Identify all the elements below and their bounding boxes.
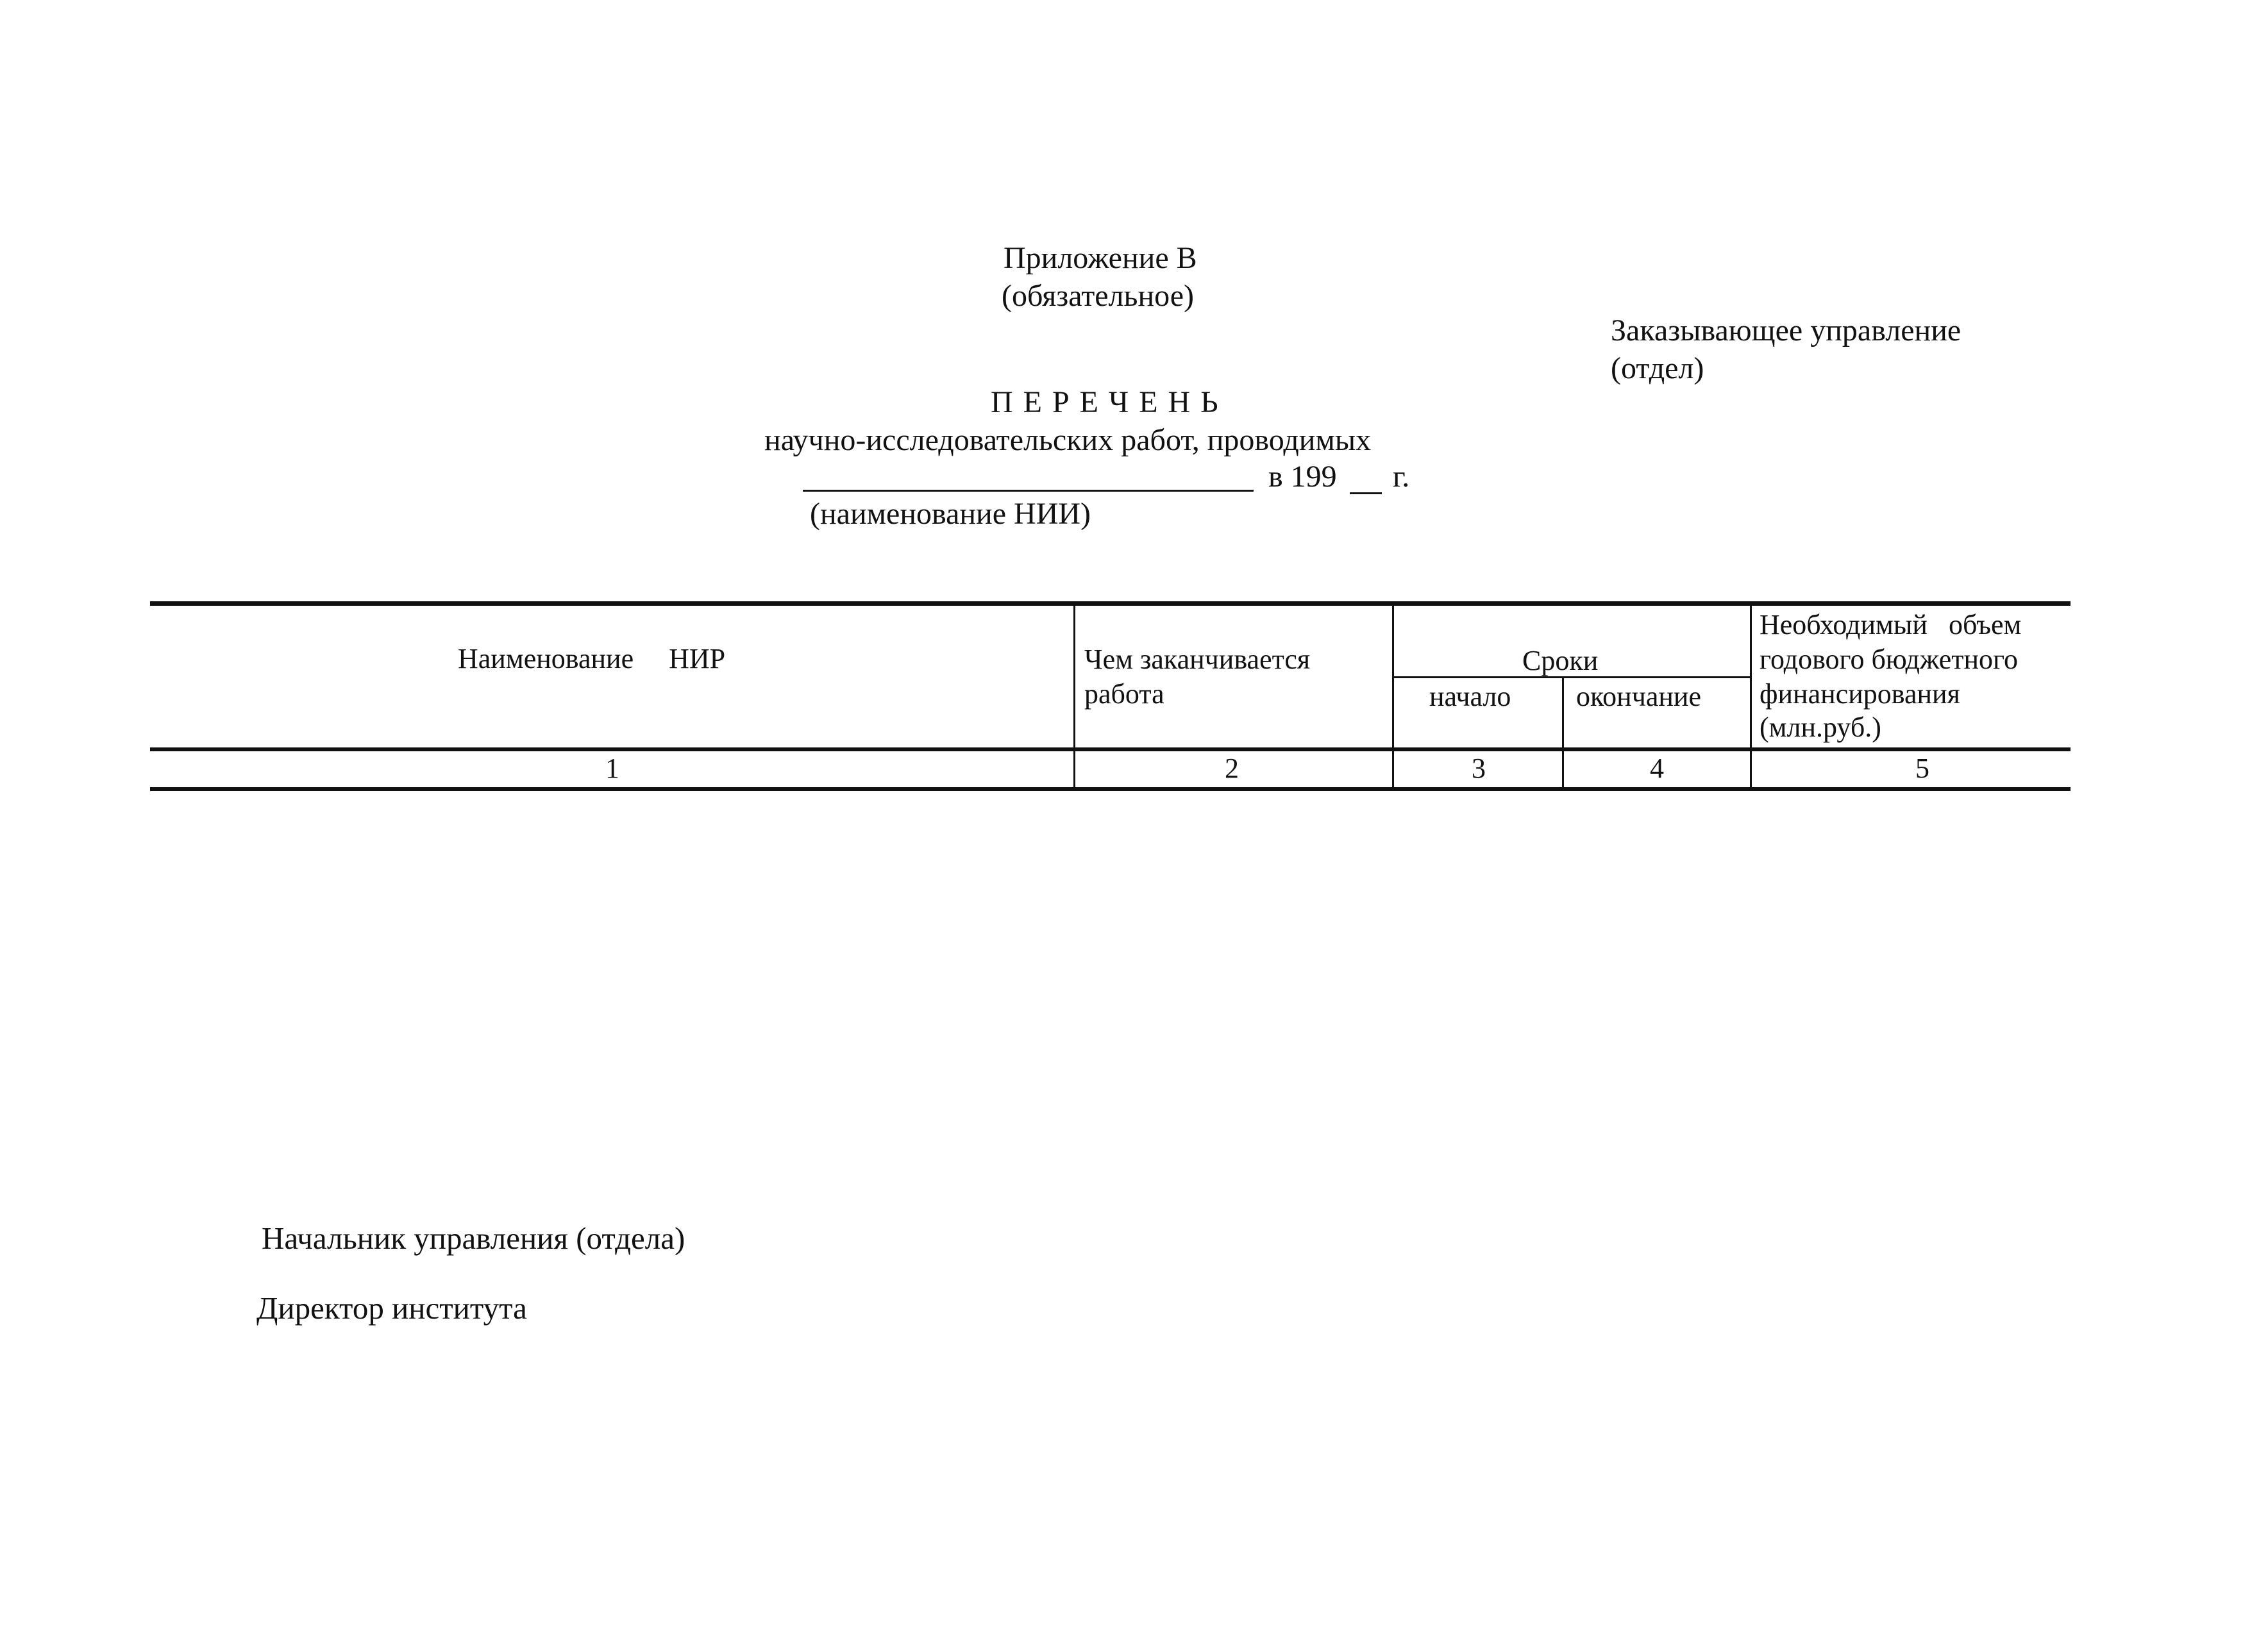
header-work-result-line2: работа: [1084, 678, 1164, 710]
header-funding-line1: Необходимый объем: [1760, 609, 2022, 640]
column-divider-2: [1392, 606, 1394, 788]
year-suffix: г.: [1393, 460, 1410, 494]
column-number-1: 1: [605, 753, 619, 784]
research-works-table: [150, 601, 2071, 791]
header-work-result-line1: Чем заканчивается: [1084, 644, 1311, 675]
column-divider-4: [1750, 606, 1752, 788]
institute-name-caption: (наименование НИИ): [810, 497, 1091, 531]
header-funding-line4: (млн.руб.): [1760, 712, 1881, 743]
header-start: начало: [1429, 681, 1511, 712]
header-work-name: Наименование НИР: [458, 643, 726, 674]
institute-name-fill-line: [803, 490, 1254, 492]
institute-director-signature-label: Директор института: [256, 1290, 527, 1326]
department-head-signature-label: Начальник управления (отдела): [262, 1221, 685, 1256]
appendix-title: Приложение В: [1004, 241, 1197, 275]
table-top-rule: [150, 601, 2071, 606]
column-divider-1: [1073, 606, 1075, 788]
table-bottom-rule: [150, 787, 2071, 791]
header-funding-line2: годового бюджетного: [1760, 644, 2018, 675]
column-number-2: 2: [1225, 753, 1239, 784]
ordering-department-note: (отдел): [1611, 351, 1704, 385]
column-divider-3: [1562, 677, 1564, 788]
appendix-note: (обязательное): [1002, 279, 1194, 313]
header-terms: Сроки: [1522, 645, 1599, 676]
year-text: в 199: [1268, 460, 1337, 494]
header-bottom-rule: [150, 747, 2071, 751]
year-fill-line: [1350, 492, 1382, 494]
document-subtitle: научно-исследовательских работ, проводимых: [764, 423, 1372, 457]
document-title: ПЕРЕЧЕНЬ: [991, 385, 1229, 419]
header-end: окончание: [1576, 681, 1701, 712]
ordering-department-label: Заказывающее управление: [1611, 313, 1961, 347]
column-number-4: 4: [1650, 753, 1664, 784]
header-funding-line3: финансирования: [1760, 678, 1960, 710]
column-number-5: 5: [1915, 753, 1929, 784]
column-number-3: 3: [1472, 753, 1486, 784]
